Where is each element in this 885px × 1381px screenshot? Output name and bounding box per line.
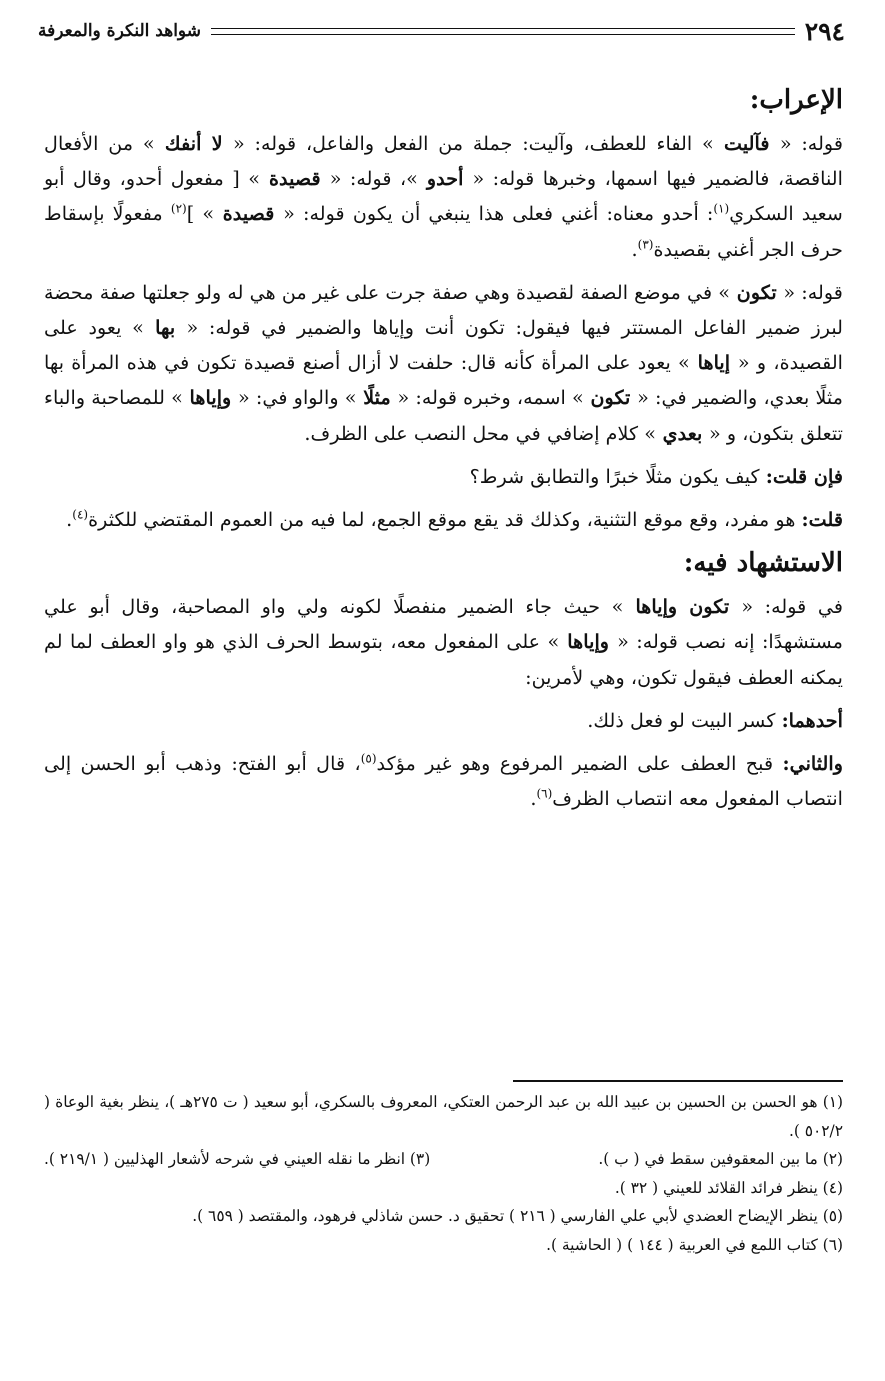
footnote-1: (١) هو الحسن بن الحسين بن عبيد الله بن عبد الرحمن العتكي، المعروف بالسكري، أبو سعيد ( ت ٢٧٥هـ )، ينظر بغية الوعاة ( ٥٠٢/٢ ). — [44, 1093, 843, 1140]
text: » على المفعول معه، بتوسط الحرف الذي هو واو العطف لما لم يمكنه العطف فيقول تكون، وهي لأمرين: — [44, 630, 843, 689]
quoted-word: وإياها — [182, 386, 239, 410]
main-text — [44, 74, 843, 816]
footnotes — [44, 1088, 843, 1259]
text: ، قال أبو الفتح: وذهب أبو الحسن إلى انتصاب المفعول معه انتصاب الظرف — [44, 752, 843, 811]
text: . — [530, 787, 537, 811]
text: . — [66, 508, 73, 532]
quoted-word: فآليت — [713, 132, 780, 155]
footnote-4: (٤) ينظر فرائد القلائد للعيني ( ٣٢ ). — [614, 1178, 843, 1197]
text: » ] — [186, 202, 215, 226]
lead-label: والثاني: — [782, 752, 843, 776]
footnote-ref[interactable]: (٢) — [170, 202, 187, 217]
footnote-2: (٢) ما بين المعقوفين سقط في ( ب ). — [598, 1150, 843, 1168]
text: » الفاء للعطف، وآليت: جملة من الفعل والفاعل، قوله: « — [233, 132, 714, 155]
irab-paragraph-2 — [44, 275, 843, 451]
text: كسر البيت لو فعل ذلك. — [587, 708, 782, 732]
quoted-word: مثلًا — [356, 386, 398, 410]
quoted-word: بعدي — [655, 421, 710, 445]
footnote-3: (٣) انظر ما نقله العيني في شرحه لأشعار الهذليين ( ٢١٩/١ ). — [44, 1150, 431, 1168]
text: » حيث جاء الضمير منفصلًا لكونه ولي واو المصاحبة، وقال أبو علي مستشهدًا: إنه نصب قوله: « — [44, 595, 843, 654]
footnote-ref[interactable]: (١) — [713, 202, 730, 217]
quoted-word: تكون — [583, 386, 638, 410]
istishhad-paragraph-1 — [44, 589, 843, 695]
quoted-word: تكون — [730, 280, 784, 304]
footnote-6: (٦) كتاب اللمع في العربية ( ١٤٤ ) ( الحاشية ). — [546, 1235, 843, 1254]
quoted-word: أحدو — [417, 167, 473, 191]
footnote-ref[interactable]: (٥) — [360, 751, 377, 766]
text: هو مفرد، وقع موقع التثنية، وكذلك قد يقع موقع الجمع، لما فيه من العموم المقتضي للكثرة — [88, 508, 802, 532]
istishhad-paragraph-3 — [44, 746, 843, 816]
text: » يعود على القصيدة، و « — [44, 316, 844, 375]
text: في قوله: « — [741, 595, 843, 619]
lead-label: أحدهما: — [781, 708, 843, 732]
istishhad-paragraph-2 — [44, 703, 843, 738]
lead-label: قلت: — [801, 508, 843, 532]
text: : أحدو معناه: أغني فعلى هذا ينبغي أن يكون قوله: « — [283, 202, 714, 226]
footnote-ref[interactable]: (٦) — [536, 786, 553, 801]
footnote-separator — [513, 1080, 843, 1082]
footnote-ref[interactable]: (٣) — [637, 237, 654, 252]
text: قوله: « — [779, 132, 844, 155]
section-heading-istishhad: الاستشهاد فيه: — [683, 548, 843, 579]
quoted-word: قصيدة — [259, 167, 330, 191]
text: » في موضع الصفة لقصيدة وهي صفة جرت على غير من هي له ولو جعلتها صفة محضة لبرز ضمير الفاعل المستتر فيها فيقول: تكون أنت وإياها والضمير في قوله: « — [44, 280, 843, 340]
quoted-word: إياها — [689, 351, 738, 375]
quoted-word: تكون وإياها — [623, 595, 742, 619]
text: » من الأفعال الناقصة، فالضمير فيها اسمها، وخبرها قوله: « — [44, 132, 843, 191]
footnote-5: (٥) ينظر الإيضاح العضدي لأبي علي الفارسي ( ٢١٦ ) تحقيق د. حسن شاذلي فرهود، والمقتصد ( ٦٥٩ ). — [192, 1207, 843, 1225]
page-number: ٢٩٤ — [804, 16, 845, 46]
quoted-word: قصيدة — [214, 202, 284, 226]
text: قوله: « — [783, 280, 843, 304]
text: » [ مفعول أحدو، وقال أبو سعيد السكري — [44, 167, 843, 226]
footnote-ref[interactable]: (٤) — [72, 507, 89, 522]
quoted-word: بها — [143, 316, 187, 340]
footnote-row-2-3 — [44, 1145, 843, 1174]
text: مفعولًا بإسقاط حرف الجر أغني بقصيدة — [44, 202, 843, 261]
irab-paragraph-1 — [44, 126, 843, 267]
text: »، قوله: « — [329, 167, 418, 191]
text: قبح العطف على الضمير المرفوع وهو غير مؤكد — [376, 752, 783, 776]
irab-paragraph-4 — [44, 502, 843, 537]
text: » للمصاحبة والباء تتعلق بتكون، و « — [44, 386, 843, 445]
irab-paragraph-3 — [44, 459, 843, 494]
text: » يعود على المرأة كأنه قال: حلفت لا أزال أصنع قصيدة تكون في هذه المرأة بها مثلًا بعدي، والضمير في: « — [44, 351, 843, 410]
text: . — [631, 237, 638, 261]
lead-label: فإن قلت: — [765, 464, 843, 488]
text: » كلام إضافي في محل النصب على الظرف. — [304, 421, 656, 445]
section-heading-irab: الإعراب: — [749, 85, 843, 115]
quoted-word: لا أنفك — [154, 132, 234, 155]
page-header — [38, 14, 845, 48]
text: كيف يكون مثلًا خبرًا والتطابق شرط؟ — [469, 464, 766, 488]
header-rule — [211, 28, 795, 35]
text: » والواو في: « — [238, 386, 357, 410]
running-title: شواهد النكرة والمعرفة — [38, 21, 201, 41]
text: » اسمه، وخبره قوله: « — [397, 386, 584, 410]
quoted-word: وإياها — [559, 630, 618, 654]
